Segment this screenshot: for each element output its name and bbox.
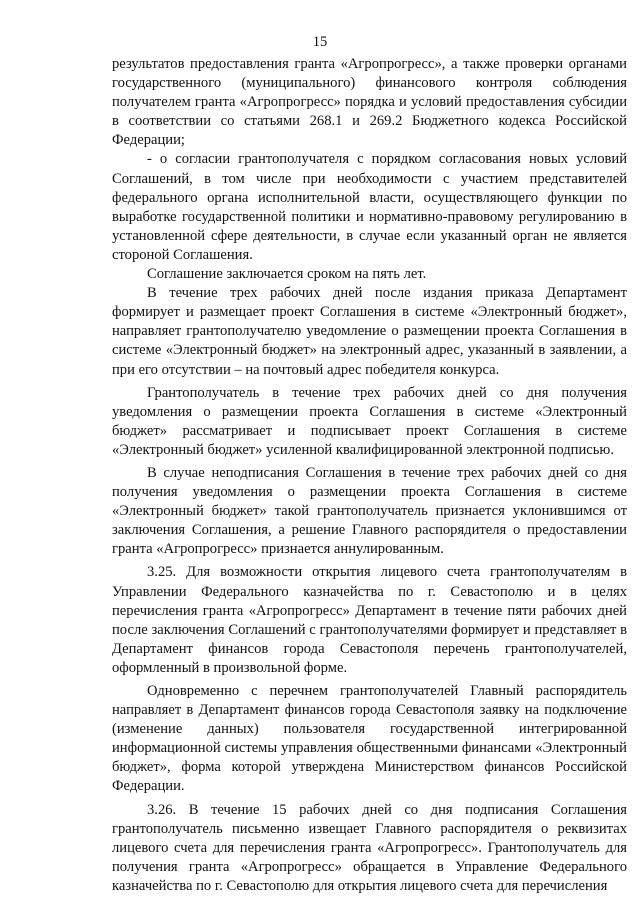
paragraph-section-3-26: 3.26. В течение 15 рабочих дней со дня подписания Соглашения грантополучатель письменно извещает Главного распорядителя о реквизитах лицевого счета для перечисления гранта «Агропрогресс». Грантополучатель для получения гранта «Агропрогресс» обращается в Управление Федерального казначейства по г. Севастополю для открытия лицевого счета для перечисления [112, 801, 627, 894]
paragraph-connection-request: Одновременно с перечнем грантополучателей Главный распорядитель направляет в Департамент финансов города Севастополя заявку на подключение (изменение данных) пользователя государственной интегрированной информационной системы управления общественными финансами «Электронный бюджет», форма которой утверждена Министерством финансов Российской Федерации. [112, 683, 627, 795]
paragraph-agreement-term: Соглашение заключается сроком на пять лет. [147, 266, 427, 283]
paragraph-section-3-25: 3.25. Для возможности открытия лицевого счета грантополучателям в Управлении Федерального казначейства по г. Севастополю и в целях перечисления гранта «Агропрогресс» Департамент в течение пяти рабочих дней после заключения Соглашений с грантополучателями формирует и представляет в Департамент финансов города Севастополя перечень грантополучателей, оформленный в произвольной форме. [112, 564, 627, 676]
document-body [112, 55, 627, 896]
paragraph-agreement-consent: - о согласии грантополучателя с порядком согласования новых условий Соглашений, в том числе при необходимости с участием представителей федерального органа исполнительной власти, осуществляющего функции по выработке государственной политики и нормативно-правовому регулированию в установленной сфере деятельности, в случае если указанный орган не является стороной Соглашения. [112, 151, 627, 263]
paragraph-grantee-signing: Грантополучатель в течение трех рабочих дней со дня получения уведомления о размещении проекта Соглашения в системе «Электронный бюджет» рассматривает и подписывает проект Соглашения в системе «Электронный бюджет» усиленной квалифицированной электронной подписью. [112, 384, 627, 458]
paragraph-non-signing: В случае неподписания Соглашения в течение трех рабочих дней со дня получения уведомления о размещении проекта Соглашения в системе «Электронный бюджет» такой грантополучатель признается уклонившимся от заключения Соглашения, а решение Главного распорядителя о предоставлении гранта «Агропрогресс» признается аннулированным. [112, 464, 627, 558]
paragraph-draft-placement: В течение трех рабочих дней после издания приказа Департамент формирует и размещает проект Соглашения в системе «Электронный бюджет», направляет грантополучателю уведомление о размещении проекта Соглашения в системе «Электронный бюджет» на электронный адрес, указанный в заявлении, а при его отсутствии – на почтовый адрес победителя конкурса. [112, 285, 627, 378]
page-number: 15 [312, 34, 328, 50]
paragraph-continuation: результатов предоставления гранта «Агропрогресс», а также проверки органами государственного (муниципального) финансового контроля соблюдения получателем гранта «Агропрогресс» порядка и условий предоставления субсидии в соответствии со статьями 268.1 и 269.2 Бюджетного кодекса Российской Федерации; [112, 56, 627, 149]
